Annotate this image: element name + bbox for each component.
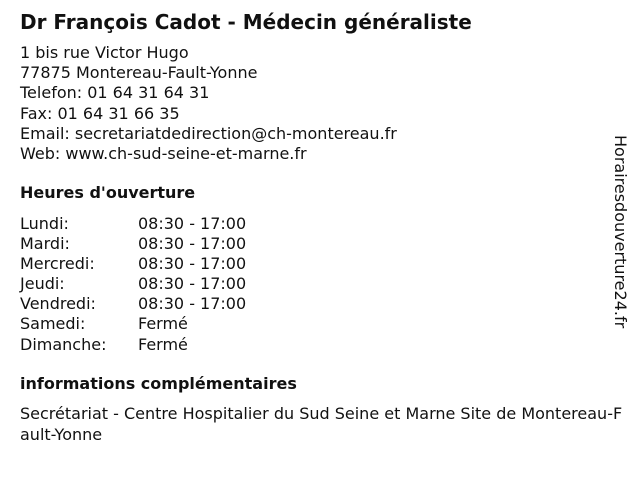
day-label: Dimanche: — [20, 334, 107, 354]
address-street: 1 bis rue Victor Hugo — [20, 43, 189, 62]
additional-info-heading: informations complémentaires — [20, 374, 297, 393]
phone-number[interactable]: Telefon: 01 64 31 64 31 — [20, 83, 210, 103]
additional-info-text: Secrétariat - Centre Hospitalier du Sud Seine et Marne Site de Montereau-Fault-Yonne — [20, 404, 623, 444]
website-link[interactable]: Web: www.ch-sud-seine-et-marne.fr — [20, 144, 307, 164]
page-title: Dr François Cadot - Médecin généraliste — [20, 10, 472, 34]
day-hours: 08:30 - 17:00 — [138, 254, 247, 274]
site-watermark: Horairesdouverture24.fr — [611, 135, 630, 329]
day-label: Mercredi: — [20, 254, 95, 274]
day-label: Samedi: — [20, 314, 86, 334]
opening-hours-heading: Heures d'ouverture — [20, 183, 196, 202]
day-hours: 08:30 - 17:00 — [138, 214, 247, 233]
day-label: Mardi: — [20, 234, 70, 254]
address-city: 77875 Montereau-Fault-Yonne — [20, 63, 258, 83]
email-address[interactable]: Email: secretariatdedirection@ch-montereau.fr — [20, 123, 397, 143]
contact-block — [20, 43, 397, 164]
fax-number: Fax: 01 64 31 66 35 — [20, 103, 180, 123]
day-label: Lundi: — [20, 214, 69, 233]
day-hours: Fermé — [138, 334, 188, 354]
day-label: Vendredi: — [20, 294, 96, 314]
day-hours: 08:30 - 17:00 — [138, 294, 247, 314]
day-hours: Fermé — [138, 314, 188, 334]
day-hours: 08:30 - 17:00 — [138, 234, 247, 254]
day-label: Jeudi: — [20, 274, 65, 294]
day-hours: 08:30 - 17:00 — [138, 274, 247, 294]
